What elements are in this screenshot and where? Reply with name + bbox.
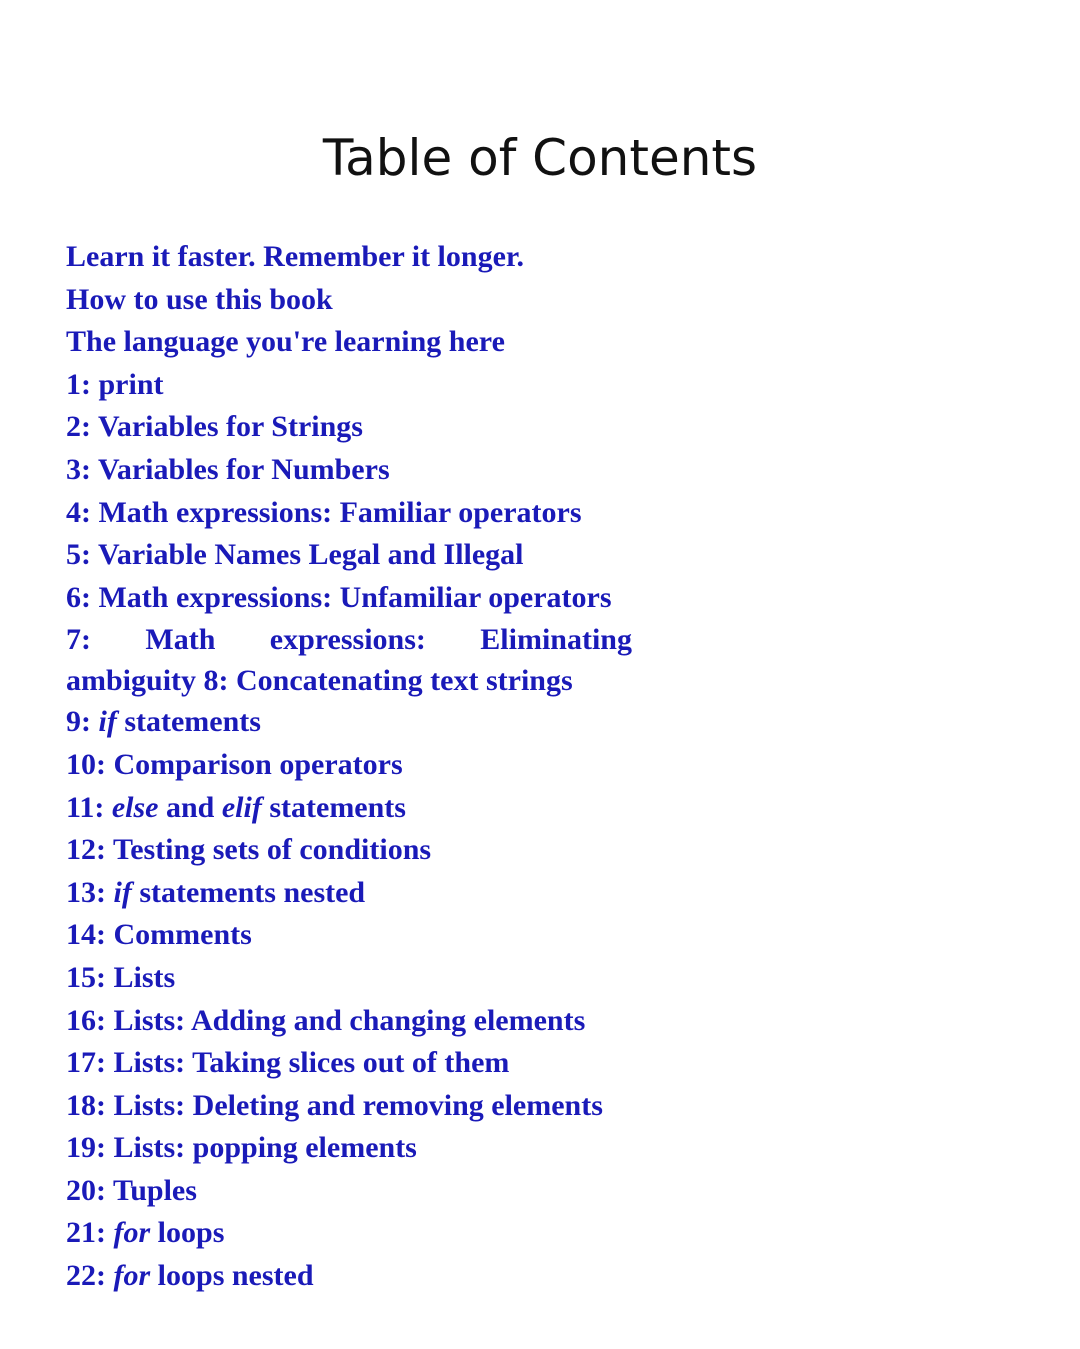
toc-item: [66, 701, 632, 744]
toc-item: [66, 236, 632, 279]
toc-link-chapter-9[interactable]: [66, 701, 632, 744]
toc-item: [66, 321, 632, 364]
chapter-title: statements nested: [131, 875, 366, 909]
toc-item: [66, 364, 632, 407]
chapter-number: 13:: [66, 875, 114, 909]
chapter-title: statements: [261, 790, 406, 824]
toc-item: [66, 449, 632, 492]
toc-link-chapter-16[interactable]: 16: Lists: Adding and changing elements: [66, 1003, 586, 1037]
chapter-number: 11:: [66, 790, 112, 824]
toc-link-chapter-7-8[interactable]: [66, 619, 632, 701]
toc-link-chapter-2[interactable]: 2: Variables for Strings: [66, 410, 363, 444]
toc-link-chapter-15[interactable]: 15: Lists: [66, 960, 176, 994]
toc-item: [66, 279, 632, 322]
toc-link-how-to-use[interactable]: How to use this book: [66, 282, 333, 316]
toc-item: [66, 619, 632, 701]
toc-item: [66, 1212, 632, 1255]
keyword: for: [113, 1216, 151, 1250]
keyword: elif: [221, 790, 262, 824]
toc-link-chapter-22[interactable]: [66, 1255, 632, 1298]
toc-link-chapter-17[interactable]: 17: Lists: Taking slices out of them: [66, 1046, 510, 1080]
toc-item: [66, 492, 632, 535]
page-title: Table of Contents: [322, 128, 758, 187]
toc-item: [66, 787, 632, 830]
toc-link-chapter-10[interactable]: 10: Comparison operators: [66, 747, 403, 781]
toc-link-chapter-18[interactable]: 18: Lists: Deleting and removing elements: [66, 1088, 603, 1122]
toc-item: [66, 744, 632, 787]
toc-link-learn-faster[interactable]: Learn it faster. Remember it longer.: [66, 240, 524, 273]
keyword: if: [98, 705, 117, 739]
chapter-number: 21:: [66, 1216, 114, 1250]
chapter-title: loops nested: [150, 1259, 314, 1293]
toc-item: [66, 1255, 632, 1298]
chapter-number: 22:: [66, 1259, 114, 1293]
toc-link-chapter-5[interactable]: 5: Variable Names Legal and Illegal: [66, 538, 524, 572]
toc-link-chapter-19[interactable]: 19: Lists: popping elements: [66, 1131, 417, 1165]
toc-link-chapter-12[interactable]: 12: Testing sets of conditions: [66, 833, 432, 867]
table-of-contents: [66, 236, 632, 1298]
toc-item: [66, 577, 632, 620]
toc-link-language[interactable]: The language you're learning here: [66, 325, 505, 359]
toc-link-chapter-3[interactable]: 3: Variables for Numbers: [66, 452, 390, 486]
keyword: for: [113, 1259, 151, 1293]
toc-item: [66, 914, 632, 957]
toc-item: [66, 829, 632, 872]
toc-link-chapter-11[interactable]: [66, 787, 632, 830]
keyword: if: [113, 875, 132, 909]
chapter-title: statements: [116, 705, 261, 739]
toc-link-chapter-20[interactable]: 20: Tuples: [66, 1173, 197, 1207]
toc-link-chapter-1[interactable]: 1: print: [66, 367, 164, 401]
toc-item: [66, 1042, 632, 1085]
chapter-title: loops: [150, 1216, 225, 1250]
toc-link-chapter-21[interactable]: [66, 1212, 632, 1255]
toc-item: [66, 872, 632, 915]
toc-item: [66, 957, 632, 1000]
toc-item: [66, 1000, 632, 1043]
toc-item: [66, 1085, 632, 1128]
chapter-title: and: [158, 790, 222, 824]
toc-item: [66, 1127, 632, 1170]
toc-item: [66, 1170, 632, 1213]
toc-item: [66, 534, 632, 577]
toc-link-line: ambiguity 8: Concatenating text strings: [66, 664, 573, 698]
toc-link-chapter-6[interactable]: 6: Math expressions: Unfamiliar operators: [66, 580, 612, 614]
toc-link-chapter-14[interactable]: 14: Comments: [66, 918, 252, 952]
toc-item: [66, 406, 632, 449]
chapter-number: 9:: [66, 705, 99, 739]
toc-link-chapter-13[interactable]: [66, 872, 632, 915]
keyword: else: [111, 790, 159, 824]
toc-link-line: 7: Math expressions: Eliminating: [66, 623, 632, 657]
toc-link-chapter-4[interactable]: 4: Math expressions: Familiar operators: [66, 495, 582, 529]
